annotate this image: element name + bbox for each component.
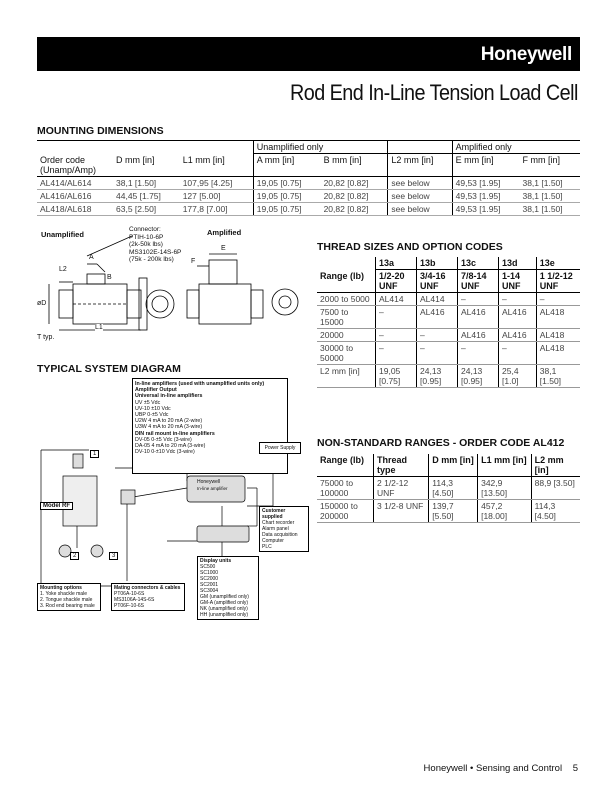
col-header: L2 mm [in] (531, 454, 580, 477)
size-header: 7/8-14 UNF (458, 270, 499, 293)
inline-amplifier-list: In-line amplifiers (used with unamplified units only) Amplifier Output Universal in-line amplifiers UV ±5 Vdc UV-10 ±10 Vdc UBP 0-±5 Vdc U2W 4 mA to 20 mA (2-wire) U3W 4 mA to 20 mA (3-wire) DIN rail mount in-line amplifiers DV-05 0-±5 Vdc (3-wire) DA-05 4 mA to 20 mA (3-wire) DV-10 0-±10 Vdc (3-wire) (132, 378, 288, 474)
rod-end-top (73, 454, 83, 468)
col-header: L2 mm [in] (388, 154, 452, 177)
system-diagram (37, 376, 312, 638)
cell-body-amp (199, 284, 251, 324)
load-cell-drawing (37, 226, 312, 346)
col-header: L1 mm [in] (478, 454, 532, 477)
customer-supplied: Customer supplied Chart recorder Alarm panel Data acquisition Computer PLC (259, 506, 309, 552)
table-row: 75000 to 100000 2 1/2-12 UNF 114,3 [4.50] 342,9 [13.50] 88,9 [3.50] (317, 477, 580, 500)
tongue-shackle (91, 545, 103, 557)
label-amplified: Amplified (207, 228, 242, 237)
nonstd-table (317, 454, 580, 523)
table-row (37, 189, 580, 202)
cell: 19,05 [0.75] (253, 202, 320, 215)
code-header: 13e (536, 257, 580, 270)
code-header: 13c (458, 257, 499, 270)
tag-3: 3 (109, 552, 118, 560)
brand-logo: Honeywell (480, 44, 572, 65)
dim-t: T typ. (37, 334, 55, 341)
header-bar (37, 37, 580, 71)
cell: 38,1 [1.50] (519, 176, 580, 189)
cell: 20,82 [0.82] (321, 189, 388, 202)
nonstd-heading: NON-STANDARD RANGES - ORDER CODE AL412 (317, 437, 565, 449)
table-row: 150000 to 200000 3 1/2-8 UNF 139,7 [5.50] 457,2 [18.00] 114,3 [4.50] (317, 500, 580, 523)
amp-brand: Honeywell (197, 479, 221, 485)
size-header: 3/4-16 UNF (417, 270, 458, 293)
col-header: F mm [in] (519, 154, 580, 177)
table-row: 2000 to 5000 AL414 AL414 – – – (317, 293, 580, 306)
dimension-drawing (37, 226, 312, 346)
dim-e: E (221, 245, 226, 252)
dim-f: F (191, 258, 196, 265)
cell: AL418/AL618 (37, 202, 113, 215)
cell: 49,53 [1.95] (452, 176, 519, 189)
dim-b: B (107, 274, 112, 281)
cell: 49,53 [1.95] (452, 189, 519, 202)
cell: see below (388, 202, 452, 215)
cell: 38,1 [1.50] (113, 176, 180, 189)
size-header: 1-14 UNF (499, 270, 537, 293)
amp-sub: In-line amplifier (197, 486, 228, 491)
col-header: D mm [in] (429, 454, 478, 477)
cell: 19,05 [0.75] (253, 176, 320, 189)
col-header: Range (lb) (317, 454, 374, 477)
cell: see below (388, 176, 452, 189)
cell: 20,82 [0.82] (321, 202, 388, 215)
load-cell-unit (63, 476, 97, 526)
cell: AL414/AL614 (37, 176, 113, 189)
connector-unamp (87, 274, 105, 284)
power-supply: Power Supply (259, 442, 301, 454)
amplifier-housing (209, 260, 237, 284)
dim-a: A (89, 254, 94, 261)
cell: 177,8 [7.00] (180, 202, 254, 215)
page-number: 5 (572, 763, 578, 774)
cell: 38,1 [1.50] (519, 202, 580, 215)
cell: AL416/AL616 (37, 189, 113, 202)
mating-connector (121, 490, 135, 504)
cell: 127 [5.00] (180, 189, 254, 202)
table-row: L2 mm [in] 19,05 [0.75] 24,13 [0.95] 24,13 [0.95] 25,4 [1.0] 38,1 [1.50] (317, 365, 580, 388)
mounting-heading: MOUNTING DIMENSIONS (37, 125, 164, 137)
col-header: E mm [in] (452, 154, 519, 177)
col-header: L1 mm [in] (180, 154, 254, 177)
size-header: 1/2-20 UNF (376, 270, 417, 293)
cell: 49,53 [1.95] (452, 202, 519, 215)
rod-end-left (59, 290, 73, 318)
code-header: 13a (376, 257, 417, 270)
table-row: 30000 to 50000 – – – – AL418 (317, 342, 580, 365)
table-row: 20000 – – AL416 AL416 AL418 (317, 329, 580, 342)
page-title: Rod End In-Line Tension Load Cell (290, 80, 578, 105)
code-header: 13d (499, 257, 537, 270)
thread-table (317, 257, 580, 388)
col-header: Order code (Unamp/Amp) (37, 154, 113, 177)
code-header: 13b (417, 257, 458, 270)
cell: 44,45 [1.75] (113, 189, 180, 202)
tag-2: 2 (70, 552, 79, 560)
mounting-options: Mounting options 1. Yoke shackle male 2. Tongue shackle male 3. Rod end bearing male (37, 583, 101, 611)
cell: 20,82 [0.82] (321, 176, 388, 189)
display-units: Display units SC500 SC1000 SC2000 SC2001 SC3004 GM (unamplified only) GM-A (amplified only) NK (unamplified only) HH (unamplified only) (197, 556, 259, 620)
cell: 19,05 [0.75] (253, 189, 320, 202)
group-amplified: Amplified only (452, 141, 580, 154)
table-row (37, 202, 580, 215)
col-header: D mm [in] (113, 154, 180, 177)
footer (424, 763, 578, 774)
system-heading: TYPICAL SYSTEM DIAGRAM (37, 363, 181, 375)
size-header: 1 1/2-12 UNF (536, 270, 580, 293)
cell: 38,1 [1.50] (519, 189, 580, 202)
connector-note: Connector: PTIH-10-6P (2k-50k lbs) MS3102E-14S-6P (75k - 200k lbs) (129, 226, 182, 263)
range-header: Range (lb) (317, 270, 376, 293)
model-rf: Model RF (40, 502, 73, 510)
cell: 107,95 [4.25] (180, 176, 254, 189)
footer-text: Honeywell • Sensing and Control (423, 763, 563, 774)
dim-l2: L2 (59, 266, 67, 273)
col-header: Thread type (374, 454, 429, 477)
label-unamplified: Unamplified (41, 230, 84, 239)
mounting-table (37, 140, 580, 216)
dim-l1: L1 (95, 324, 103, 331)
group-unamplified: Unamplified only (253, 141, 388, 154)
thread-heading: THREAD SIZES AND OPTION CODES (317, 241, 503, 253)
mating-connectors: Mating connectors & cables PT06A-10-6S MS3106A-14S-6S PT06F-10-6S (111, 583, 185, 611)
tag-1: 1 (90, 450, 99, 458)
col-header: A mm [in] (253, 154, 320, 177)
display-unit-device (197, 526, 249, 542)
cell: 63,5 [2.50] (113, 202, 180, 215)
table-row (37, 176, 580, 189)
table-row: 7500 to 15000 – AL416 AL416 AL416 AL418 (317, 306, 580, 329)
dim-d: øD (37, 300, 47, 307)
cell: see below (388, 189, 452, 202)
col-header: B mm [in] (321, 154, 388, 177)
